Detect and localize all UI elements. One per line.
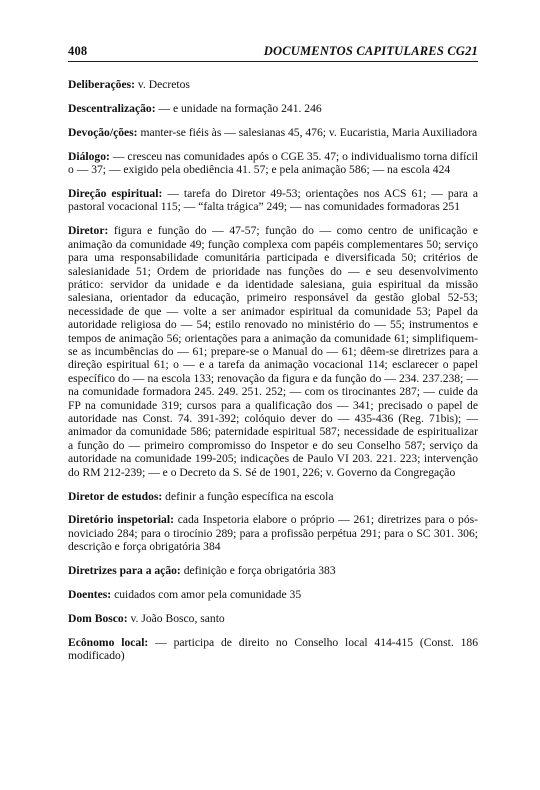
entry-term: Deliberações:	[68, 78, 135, 91]
entry-text: manter-se fiéis às — salesianas 45, 476; v. Eucaristia, Maria Auxiliadora	[140, 125, 478, 139]
index-entry	[68, 490, 478, 503]
running-title: DOCUMENTOS CAPITULARES CG21	[263, 44, 478, 58]
entry-text: definir a função específica na escola	[165, 489, 334, 503]
index-entry	[68, 224, 478, 479]
entry-text: — e unidade na formação 241. 246	[158, 101, 322, 115]
entry-text: — cresceu nas comunidades após o CGE 35. 47; o individualismo torna difícil o — 37; — exigido pela obediência 41. 57; e pela animação 586; — na escola 424	[68, 149, 478, 177]
index-entry	[68, 126, 478, 139]
index-entry	[68, 150, 478, 177]
entry-term: Diretório inspetorial:	[68, 513, 174, 527]
entry-text: cuidados com amor pela comunidade 35	[114, 588, 302, 602]
entry-term: Direção espiritual:	[68, 187, 163, 201]
entry-text: v. João Bosco, santo	[130, 612, 225, 625]
index-entries	[68, 78, 478, 663]
index-entry	[68, 102, 478, 115]
entry-term: Ecônomo local:	[68, 635, 149, 649]
index-entry	[68, 564, 478, 577]
entry-term: Diretor de estudos:	[68, 489, 163, 503]
index-entry	[68, 513, 478, 553]
entry-term: Diretor:	[68, 224, 109, 238]
index-entry	[68, 636, 478, 663]
entry-text: — tarefa do Diretor 49-53; orientações nos ACS 61; — para a pastoral vocacional 115; — “falta trágica” 249; — nas comunidades formadoras 251	[68, 187, 479, 214]
index-entry	[68, 612, 478, 625]
entry-term: Dom Bosco:	[68, 612, 128, 625]
entry-text: cada Inspetoria elabore o próprio — 261; diretrizes para o pós-noviciado 284; para o tirocínio 289; para a profissão perpétua 291; para o SC 301. 306; descrição e força obrigatória 384	[68, 513, 478, 554]
index-entry	[68, 78, 478, 91]
page-number: 408	[68, 44, 88, 58]
index-page	[68, 44, 478, 673]
entry-term: Descentralização:	[68, 101, 156, 115]
entry-text: v. Decretos	[137, 78, 190, 91]
entry-term: Diálogo:	[68, 149, 110, 163]
entry-term: Devoção/ções:	[68, 125, 138, 139]
index-entry	[68, 187, 478, 214]
index-entry	[68, 588, 478, 601]
entry-text: figura e função do — 47-57; função do — como centro de unificação e animação da comunidade 49; função complexa com papéis complementares 50; serviço para uma responsabilidade comunitária participada e diversificada 50; critérios de salesianidade 51; Ordem de prioridade nas funções do — e seu desenvolvimento prático: servidor da unidade e da identidade salesiana, guia espiritual da missão salesiana, orientador da educação, primeiro responsável da gestão global 52-53; necessidade de que — volte a ser animador espiritual da comunidade 53; Papel da autoridade religiosa do — 54; estilo renovado no ministério do — 55; instrumentos e tempos de animação 56; orientações para a animação da comunidade 61; simplifiquem-se as incumbências do — 61; prepare-se o Manual do — 61; dêem-se diretrizes para a direção espiritual 61; o — e a tarefa da animação vocacional 114; esclarecer o papel específico do — na escola 133; renovação da figura e da função do — 234. 237.238; — na comunidade formadora 245. 249. 251. 252; — com os tirocinantes 287; — cuide da FP na comunidade 319; cursos para a qualificação dos — 341; precisado o papel de autoridade nas Const. 74. 391-392; colóquio dever do — 435-436 (Reg. 71bis); — animador da comunidade 586; paternidade espiritual 587; necessidade de espiritualizar a função do — primeiro compromisso do Inspetor e do seu Conselho 587; serviço da autoridade na comunidade 199-205; indicações de Paulo VI 203. 221. 223; intervenção do RM 212-239; — e o Decreto da S. Sé de 1901, 226; v. Governo da Congregação	[68, 224, 478, 479]
entry-text: definição e força obrigatória 383	[183, 564, 336, 578]
running-head	[68, 44, 478, 62]
entry-term: Doentes:	[68, 588, 112, 602]
entry-text: — participa de direito no Conselho local 414-415 (Const. 186 modificado)	[68, 635, 478, 663]
entry-term: Diretrizes para a ação:	[68, 564, 181, 578]
